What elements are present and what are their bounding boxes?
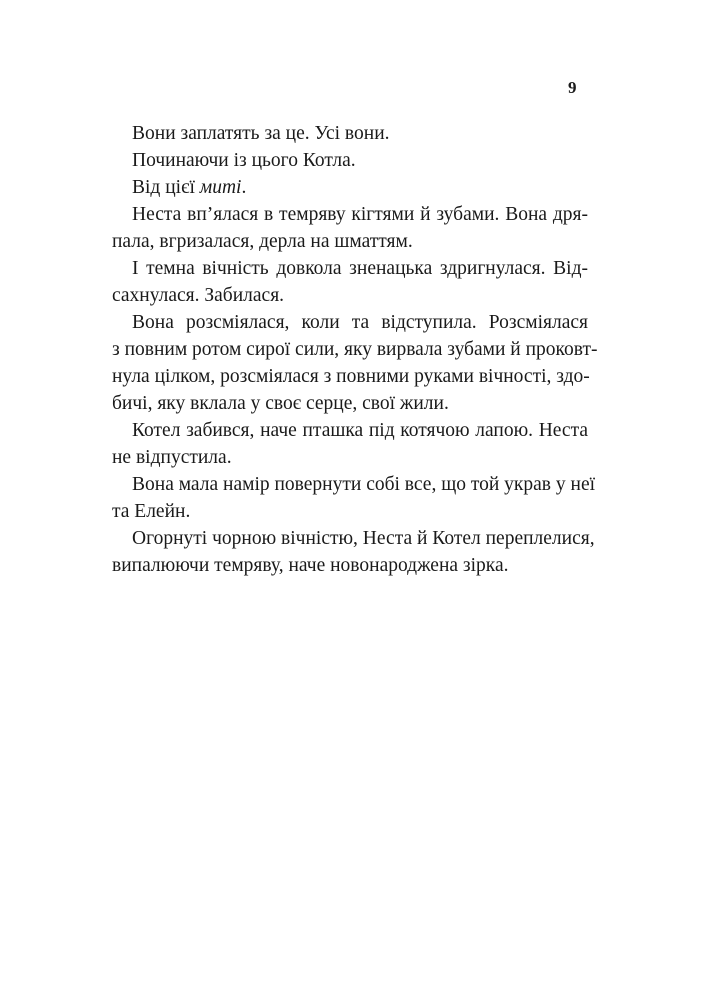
text-line: пала, вгризалася, дерла на шматтям. <box>112 231 413 252</box>
text-line: Вона розсміялася, коли та відступила. Розсміялася <box>132 312 588 333</box>
text-line: нула цілком, розсміялася з повними руками вічності, здо- <box>112 366 590 387</box>
text-line: Вони заплатять за це. Усі вони. <box>132 123 390 144</box>
text-line: та Елейн. <box>112 501 191 522</box>
text-run: . <box>241 177 247 198</box>
text-line: І темна вічність довкола зненацька здригнулася. Від- <box>132 258 588 279</box>
page-number: 9 <box>568 78 577 97</box>
text-line: з повним ротом сирої сили, яку вирвала зубами й проковт- <box>112 339 598 360</box>
body-text <box>112 120 598 579</box>
text-line: сахнулася. Забилася. <box>112 285 285 306</box>
text-line: не відпустила. <box>112 447 232 468</box>
text-line: бичі, яку вклала у своє серце, свої жили. <box>112 393 449 414</box>
text-line: Вона мала намір повернути собі все, що той украв у неї <box>132 474 596 495</box>
emphasized-word: миті <box>199 177 242 198</box>
text-line: Огорнуті чорною вічністю, Неста й Котел переплелися, <box>132 528 595 549</box>
text-line: випалюючи темряву, наче новонароджена зірка. <box>112 555 509 576</box>
text-line: Починаючи із цього Котла. <box>132 150 356 171</box>
text-line: Неста вп’ялася в темряву кігтями й зубами. Вона дря- <box>132 204 588 225</box>
text-line <box>112 174 588 201</box>
text-run: Від цієї <box>132 177 200 198</box>
text-line: Котел забився, наче пташка під котячою лапою. Неста <box>132 420 588 441</box>
